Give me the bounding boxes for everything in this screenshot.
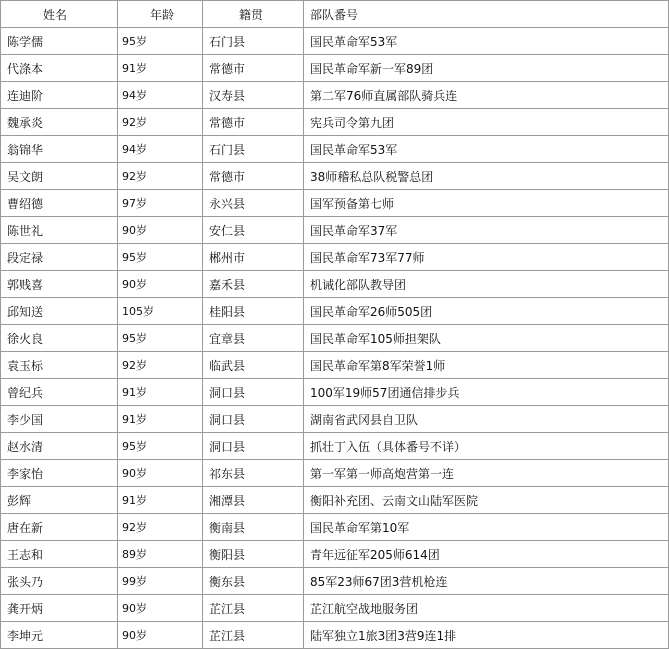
- cell-hometown: 芷江县: [203, 595, 304, 622]
- cell-age: 90岁: [118, 595, 203, 622]
- cell-unit: 芷江航空战地服务团: [304, 595, 669, 622]
- cell-age: 89岁: [118, 541, 203, 568]
- cell-unit: 衡阳补充团、云南文山陆军医院: [304, 487, 669, 514]
- cell-unit: 国民革命军53军: [304, 28, 669, 55]
- cell-age: 97岁: [118, 190, 203, 217]
- cell-age: 105岁: [118, 298, 203, 325]
- header-row: [1, 1, 669, 28]
- cell-unit: 机诫化部队教导团: [304, 271, 669, 298]
- cell-age: 92岁: [118, 109, 203, 136]
- cell-hometown: 石门县: [203, 136, 304, 163]
- cell-name: 张头乃: [1, 568, 118, 595]
- cell-age: 91岁: [118, 487, 203, 514]
- cell-unit: 陆军独立1旅3团3营9连1排: [304, 622, 669, 649]
- cell-name: 李家怡: [1, 460, 118, 487]
- cell-age: 92岁: [118, 352, 203, 379]
- cell-age: 95岁: [118, 244, 203, 271]
- cell-age: 91岁: [118, 379, 203, 406]
- cell-age: 94岁: [118, 136, 203, 163]
- table-row: [1, 379, 669, 406]
- cell-name: 陈学儒: [1, 28, 118, 55]
- table-row: [1, 109, 669, 136]
- cell-hometown: 衡南县: [203, 514, 304, 541]
- cell-name: 徐火良: [1, 325, 118, 352]
- cell-hometown: 洞口县: [203, 406, 304, 433]
- table-row: [1, 487, 669, 514]
- cell-hometown: 衡东县: [203, 568, 304, 595]
- cell-unit: 国民革命军新一军89团: [304, 55, 669, 82]
- cell-age: 99岁: [118, 568, 203, 595]
- cell-name: 段定禄: [1, 244, 118, 271]
- cell-age: 95岁: [118, 325, 203, 352]
- cell-hometown: 湘潭县: [203, 487, 304, 514]
- cell-age: 90岁: [118, 460, 203, 487]
- cell-age: 92岁: [118, 163, 203, 190]
- cell-hometown: 常德市: [203, 109, 304, 136]
- cell-name: 彭辉: [1, 487, 118, 514]
- cell-unit: 国民革命军37军: [304, 217, 669, 244]
- table-row: [1, 217, 669, 244]
- table-row: [1, 271, 669, 298]
- cell-unit: 抓壮丁入伍（具体番号不详）: [304, 433, 669, 460]
- header-unit: 部队番号: [304, 1, 669, 28]
- cell-unit: 国民革命军26师505团: [304, 298, 669, 325]
- cell-age: 92岁: [118, 514, 203, 541]
- cell-name: 王志和: [1, 541, 118, 568]
- cell-name: 郭贱喜: [1, 271, 118, 298]
- cell-unit: 国民革命军105师担架队: [304, 325, 669, 352]
- cell-hometown: 常德市: [203, 55, 304, 82]
- cell-name: 魏承炎: [1, 109, 118, 136]
- cell-name: 曾纪兵: [1, 379, 118, 406]
- cell-age: 90岁: [118, 217, 203, 244]
- cell-name: 曹绍德: [1, 190, 118, 217]
- table-row: [1, 163, 669, 190]
- cell-hometown: 临武县: [203, 352, 304, 379]
- cell-hometown: 衡阳县: [203, 541, 304, 568]
- cell-name: 翁锦华: [1, 136, 118, 163]
- table-row: [1, 541, 669, 568]
- cell-name: 代涤本: [1, 55, 118, 82]
- cell-name: 袁玉标: [1, 352, 118, 379]
- table-row: [1, 55, 669, 82]
- table-row: [1, 433, 669, 460]
- table-row: [1, 622, 669, 649]
- table-row: [1, 298, 669, 325]
- cell-hometown: 安仁县: [203, 217, 304, 244]
- cell-hometown: 嘉禾县: [203, 271, 304, 298]
- table-row: [1, 190, 669, 217]
- cell-age: 91岁: [118, 55, 203, 82]
- cell-name: 李坤元: [1, 622, 118, 649]
- cell-age: 95岁: [118, 433, 203, 460]
- table-row: [1, 514, 669, 541]
- cell-name: 赵水清: [1, 433, 118, 460]
- cell-age: 95岁: [118, 28, 203, 55]
- cell-unit: 国民革命军第10军: [304, 514, 669, 541]
- cell-name: 陈世礼: [1, 217, 118, 244]
- table-row: [1, 406, 669, 433]
- cell-unit: 国民革命军第8军荣誉1师: [304, 352, 669, 379]
- cell-hometown: 祁东县: [203, 460, 304, 487]
- cell-hometown: 洞口县: [203, 433, 304, 460]
- cell-hometown: 汉寿县: [203, 82, 304, 109]
- cell-hometown: 郴州市: [203, 244, 304, 271]
- cell-unit: 第一军第一师高炮营第一连: [304, 460, 669, 487]
- cell-unit: 国民革命军53军: [304, 136, 669, 163]
- cell-name: 李少国: [1, 406, 118, 433]
- cell-unit: 湖南省武冈县自卫队: [304, 406, 669, 433]
- cell-hometown: 永兴县: [203, 190, 304, 217]
- cell-name: 吴文朗: [1, 163, 118, 190]
- cell-age: 90岁: [118, 271, 203, 298]
- header-name: 姓名: [1, 1, 118, 28]
- cell-unit: 青年远征军205师614团: [304, 541, 669, 568]
- table-row: [1, 568, 669, 595]
- table-row: [1, 244, 669, 271]
- cell-name: 连迪阶: [1, 82, 118, 109]
- table-row: [1, 325, 669, 352]
- table-row: [1, 595, 669, 622]
- cell-hometown: 宜章县: [203, 325, 304, 352]
- table-row: [1, 460, 669, 487]
- cell-hometown: 芷江县: [203, 622, 304, 649]
- cell-age: 90岁: [118, 622, 203, 649]
- cell-name: 龚开炳: [1, 595, 118, 622]
- cell-name: 唐在新: [1, 514, 118, 541]
- cell-hometown: 洞口县: [203, 379, 304, 406]
- cell-unit: 国军预备第七师: [304, 190, 669, 217]
- cell-unit: 国民革命军73军77师: [304, 244, 669, 271]
- table-row: [1, 136, 669, 163]
- cell-hometown: 常德市: [203, 163, 304, 190]
- cell-unit: 宪兵司令第九团: [304, 109, 669, 136]
- cell-hometown: 石门县: [203, 28, 304, 55]
- cell-age: 94岁: [118, 82, 203, 109]
- cell-unit: 第二军76师直属部队骑兵连: [304, 82, 669, 109]
- table-row: [1, 82, 669, 109]
- cell-name: 邱知送: [1, 298, 118, 325]
- table-row: [1, 352, 669, 379]
- cell-unit: 38师稽私总队税警总团: [304, 163, 669, 190]
- cell-age: 91岁: [118, 406, 203, 433]
- header-hometown: 籍贯: [203, 1, 304, 28]
- header-age: 年龄: [118, 1, 203, 28]
- cell-unit: 100军19师57团通信排步兵: [304, 379, 669, 406]
- cell-hometown: 桂阳县: [203, 298, 304, 325]
- table-row: [1, 28, 669, 55]
- cell-unit: 85军23师67团3营机枪连: [304, 568, 669, 595]
